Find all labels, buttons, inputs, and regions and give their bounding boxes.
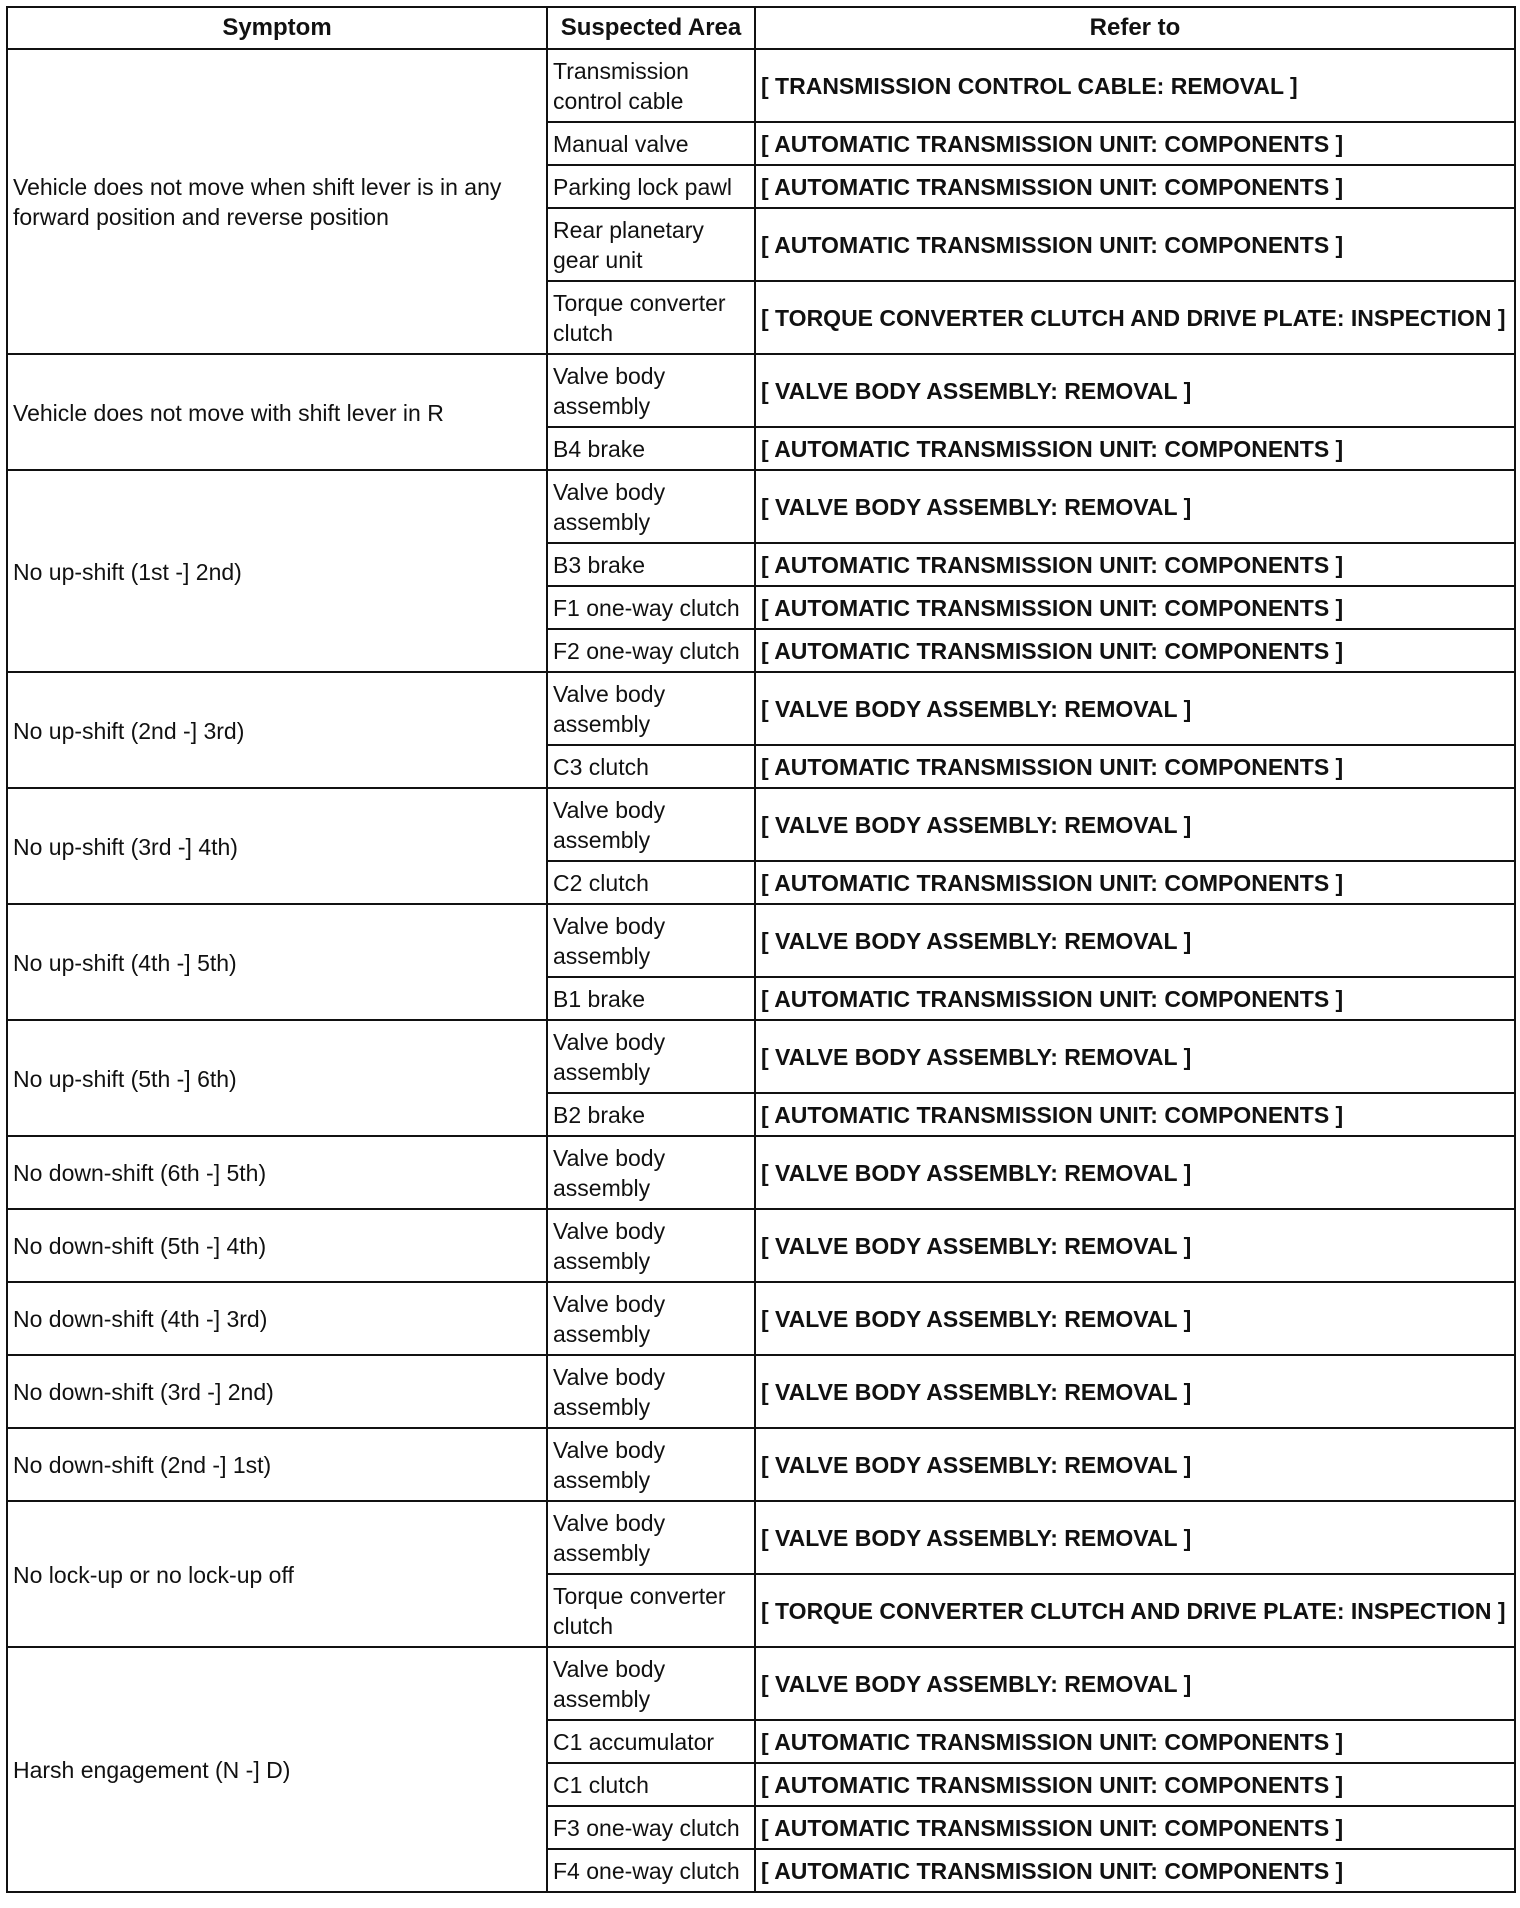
refer-to-cell: [ VALVE BODY ASSEMBLY: REMOVAL ]: [755, 788, 1515, 861]
refer-to-cell: [ AUTOMATIC TRANSMISSION UNIT: COMPONENTS ]: [755, 629, 1515, 672]
suspected-area-cell: Torque converter clutch: [547, 281, 755, 354]
suspected-area-cell: Valve body assembly: [547, 1428, 755, 1501]
symptom-cell: No lock-up or no lock-up off: [7, 1501, 547, 1647]
symptom-cell: Vehicle does not move when shift lever is in any forward position and reverse position: [7, 49, 547, 354]
refer-to-cell: [ AUTOMATIC TRANSMISSION UNIT: COMPONENTS ]: [755, 1806, 1515, 1849]
refer-to-cell: [ AUTOMATIC TRANSMISSION UNIT: COMPONENTS ]: [755, 1849, 1515, 1892]
symptom-cell: Vehicle does not move with shift lever in R: [7, 354, 547, 470]
suspected-area-cell: Valve body assembly: [547, 672, 755, 745]
diagnostic-document: [6, 6, 1514, 1893]
refer-to-cell: [ VALVE BODY ASSEMBLY: REMOVAL ]: [755, 904, 1515, 977]
suspected-area-cell: Parking lock pawl: [547, 165, 755, 208]
table-row: [7, 354, 1515, 427]
suspected-area-cell: Valve body assembly: [547, 1209, 755, 1282]
table-body: [7, 49, 1515, 1892]
refer-to-cell: [ TORQUE CONVERTER CLUTCH AND DRIVE PLATE: INSPECTION ]: [755, 281, 1515, 354]
suspected-area-cell: Valve body assembly: [547, 1355, 755, 1428]
suspected-area-cell: F1 one-way clutch: [547, 586, 755, 629]
refer-to-cell: [ AUTOMATIC TRANSMISSION UNIT: COMPONENTS ]: [755, 427, 1515, 470]
suspected-area-cell: Valve body assembly: [547, 1501, 755, 1574]
symptom-cell: No up-shift (3rd -] 4th): [7, 788, 547, 904]
refer-to-cell: [ VALVE BODY ASSEMBLY: REMOVAL ]: [755, 1282, 1515, 1355]
suspected-area-cell: Transmission control cable: [547, 49, 755, 122]
refer-to-cell: [ VALVE BODY ASSEMBLY: REMOVAL ]: [755, 354, 1515, 427]
suspected-area-cell: B3 brake: [547, 543, 755, 586]
suspected-area-cell: Valve body assembly: [547, 354, 755, 427]
table-row: [7, 1282, 1515, 1355]
suspected-area-cell: F4 one-way clutch: [547, 1849, 755, 1892]
suspected-area-cell: Valve body assembly: [547, 904, 755, 977]
suspected-area-cell: B4 brake: [547, 427, 755, 470]
table-row: [7, 788, 1515, 861]
table-row: [7, 672, 1515, 745]
suspected-area-cell: F3 one-way clutch: [547, 1806, 755, 1849]
suspected-area-cell: B2 brake: [547, 1093, 755, 1136]
table-row: [7, 1020, 1515, 1093]
refer-to-cell: [ VALVE BODY ASSEMBLY: REMOVAL ]: [755, 1209, 1515, 1282]
suspected-area-cell: F2 one-way clutch: [547, 629, 755, 672]
refer-to-cell: [ AUTOMATIC TRANSMISSION UNIT: COMPONENTS ]: [755, 1720, 1515, 1763]
refer-to-cell: [ AUTOMATIC TRANSMISSION UNIT: COMPONENTS ]: [755, 543, 1515, 586]
suspected-area-cell: Valve body assembly: [547, 1020, 755, 1093]
refer-to-cell: [ TORQUE CONVERTER CLUTCH AND DRIVE PLATE: INSPECTION ]: [755, 1574, 1515, 1647]
suspected-area-cell: Valve body assembly: [547, 1282, 755, 1355]
suspected-area-cell: Valve body assembly: [547, 1136, 755, 1209]
refer-to-cell: [ AUTOMATIC TRANSMISSION UNIT: COMPONENTS ]: [755, 1763, 1515, 1806]
symptom-cell: Harsh engagement (N -] D): [7, 1647, 547, 1892]
refer-to-cell: [ AUTOMATIC TRANSMISSION UNIT: COMPONENTS ]: [755, 1093, 1515, 1136]
suspected-area-cell: Rear planetary gear unit: [547, 208, 755, 281]
symptom-cell: No up-shift (1st -] 2nd): [7, 470, 547, 672]
symptom-cell: No down-shift (3rd -] 2nd): [7, 1355, 547, 1428]
refer-to-cell: [ TRANSMISSION CONTROL CABLE: REMOVAL ]: [755, 49, 1515, 122]
refer-to-cell: [ VALVE BODY ASSEMBLY: REMOVAL ]: [755, 1355, 1515, 1428]
table-row: [7, 470, 1515, 543]
suspected-area-cell: C1 accumulator: [547, 1720, 755, 1763]
header-row: [7, 7, 1515, 49]
symptom-cell: No up-shift (5th -] 6th): [7, 1020, 547, 1136]
symptom-cell: No down-shift (5th -] 4th): [7, 1209, 547, 1282]
suspected-area-cell: C1 clutch: [547, 1763, 755, 1806]
refer-to-cell: [ AUTOMATIC TRANSMISSION UNIT: COMPONENTS ]: [755, 208, 1515, 281]
table-row: [7, 904, 1515, 977]
symptom-cell: No down-shift (6th -] 5th): [7, 1136, 547, 1209]
refer-to-cell: [ AUTOMATIC TRANSMISSION UNIT: COMPONENTS ]: [755, 861, 1515, 904]
suspected-area-cell: Valve body assembly: [547, 1647, 755, 1720]
refer-to-cell: [ VALVE BODY ASSEMBLY: REMOVAL ]: [755, 470, 1515, 543]
refer-to-cell: [ AUTOMATIC TRANSMISSION UNIT: COMPONENTS ]: [755, 165, 1515, 208]
suspected-area-cell: Valve body assembly: [547, 470, 755, 543]
suspected-area-cell: Manual valve: [547, 122, 755, 165]
table-row: [7, 1355, 1515, 1428]
symptom-cell: No up-shift (2nd -] 3rd): [7, 672, 547, 788]
refer-to-cell: [ AUTOMATIC TRANSMISSION UNIT: COMPONENTS ]: [755, 745, 1515, 788]
refer-to-cell: [ AUTOMATIC TRANSMISSION UNIT: COMPONENTS ]: [755, 586, 1515, 629]
symptom-table: [6, 6, 1516, 1893]
table-row: [7, 1647, 1515, 1720]
refer-to-cell: [ VALVE BODY ASSEMBLY: REMOVAL ]: [755, 672, 1515, 745]
symptom-cell: No down-shift (4th -] 3rd): [7, 1282, 547, 1355]
table-row: [7, 1209, 1515, 1282]
table-row: [7, 49, 1515, 122]
suspected-area-cell: C3 clutch: [547, 745, 755, 788]
suspected-area-cell: Torque converter clutch: [547, 1574, 755, 1647]
suspected-area-cell: C2 clutch: [547, 861, 755, 904]
refer-to-cell: [ VALVE BODY ASSEMBLY: REMOVAL ]: [755, 1501, 1515, 1574]
table-row: [7, 1428, 1515, 1501]
symptom-cell: No up-shift (4th -] 5th): [7, 904, 547, 1020]
refer-to-cell: [ AUTOMATIC TRANSMISSION UNIT: COMPONENTS ]: [755, 122, 1515, 165]
refer-to-cell: [ VALVE BODY ASSEMBLY: REMOVAL ]: [755, 1020, 1515, 1093]
suspected-area-cell: B1 brake: [547, 977, 755, 1020]
header-refer-to: Refer to: [755, 7, 1515, 49]
symptom-cell: No down-shift (2nd -] 1st): [7, 1428, 547, 1501]
table-row: [7, 1501, 1515, 1574]
refer-to-cell: [ VALVE BODY ASSEMBLY: REMOVAL ]: [755, 1647, 1515, 1720]
suspected-area-cell: Valve body assembly: [547, 788, 755, 861]
header-suspected-area: Suspected Area: [547, 7, 755, 49]
refer-to-cell: [ VALVE BODY ASSEMBLY: REMOVAL ]: [755, 1428, 1515, 1501]
table-row: [7, 1136, 1515, 1209]
refer-to-cell: [ AUTOMATIC TRANSMISSION UNIT: COMPONENTS ]: [755, 977, 1515, 1020]
refer-to-cell: [ VALVE BODY ASSEMBLY: REMOVAL ]: [755, 1136, 1515, 1209]
header-symptom: Symptom: [7, 7, 547, 49]
